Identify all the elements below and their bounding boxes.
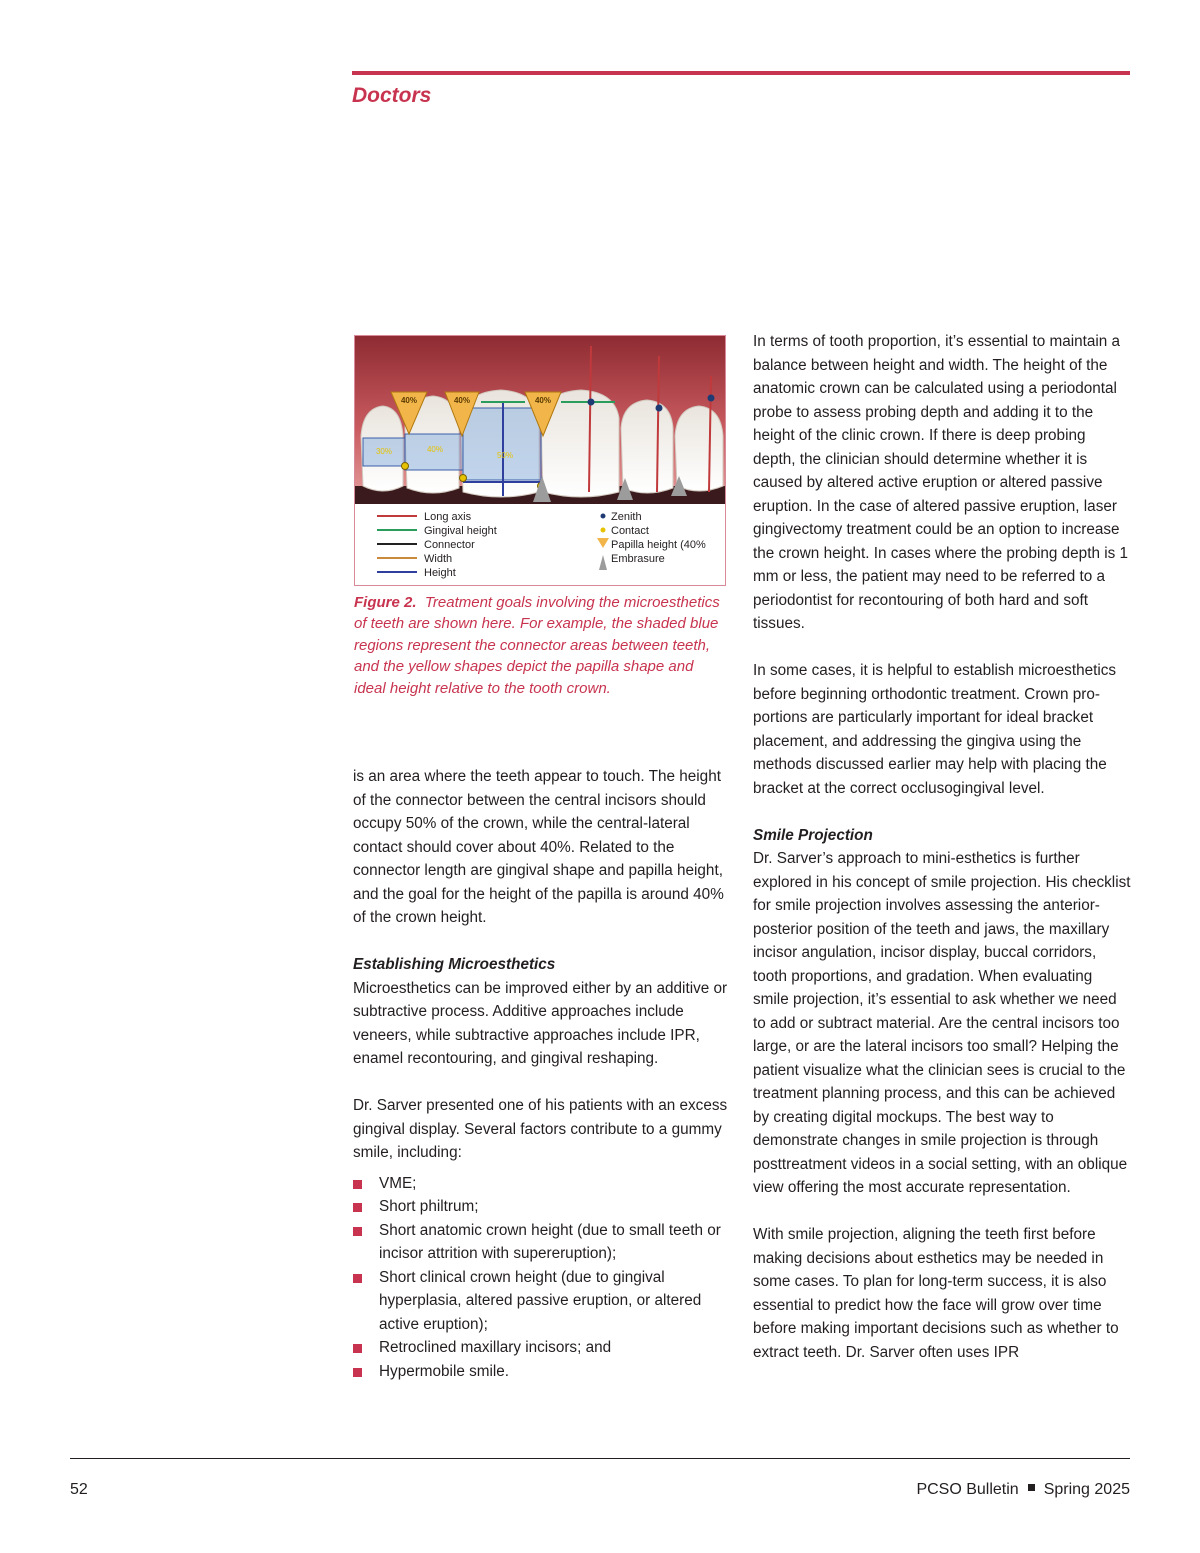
- legend-height: Height: [424, 567, 456, 579]
- pct-label-connector-3: 50%: [496, 451, 514, 460]
- paragraph: In some cases, it is helpful to establish microesthetics before beginning orthodontic treatment. Crown proportions are particularly important for ideal bracket placement, and addressing the gingiva using the methods discussed earlier may help with placing the bracket at the correct occlusogingival level.: [753, 662, 1117, 797]
- list-item: Short philtrum;: [353, 1195, 729, 1219]
- bullet-square-icon: [353, 1274, 362, 1283]
- caption-label: Figure 2.: [354, 594, 417, 611]
- bullet-square-icon: [353, 1227, 362, 1236]
- pct-label-papilla-2: 40%: [453, 396, 471, 405]
- list-item: Short clinical crown height (due to gingival hyperplasia, altered passive eruption, or altered active eruption);: [353, 1266, 729, 1337]
- paragraph: In terms of tooth proportion, it’s essential to maintain a balance between height and width. The height of the anatomic crown can be calculated using a periodontal probe to assess probing depth and adding it to the height of the clinic crown. If there is deep probing depth, the clinician should determine whether it is caused by altered active eruption or altered passive eruption. In the case of altered passive eruption, laser gingivectomy treatment could be an option to increase the crown height. In cases where the probing depth is 1 mm or less, the patient may need to be referred to a periodontist for recontouring of both hard and soft tissues.: [753, 333, 1129, 632]
- right-column: [753, 330, 1131, 1364]
- legend-zenith: Zenith: [611, 511, 642, 523]
- dental-microesthetics-diagram: [355, 336, 725, 585]
- paragraph: Dr. Sarver presented one of his patients with an excess gingival display. Several factors contribute to a gummy smile, including:: [353, 1097, 728, 1161]
- header-rule: [352, 71, 1130, 75]
- legend-connector: Connector: [424, 539, 475, 551]
- zenith-marker-icon: [601, 514, 606, 519]
- figure-caption: [354, 592, 726, 699]
- figure-legend: [355, 504, 725, 585]
- legend-long-axis: Long axis: [424, 511, 472, 523]
- bullet-square-icon: [353, 1203, 362, 1212]
- pct-label-papilla-1: 40%: [400, 396, 418, 405]
- separator-square-icon: [1028, 1484, 1035, 1491]
- caption-text: Treatment goals involving the microesthetics of teeth are shown here. For example, the shaded blue regions represent the connector areas between teeth, and the yellow shapes depict the papilla shape and ideal height relative to the tooth crown.: [354, 594, 720, 697]
- subheading-smile-projection: Smile Projection: [753, 826, 873, 844]
- list-item: Hypermobile smile.: [353, 1360, 729, 1384]
- paragraph: With smile projection, aligning the teeth first before making decisions about esthetics may be needed in some cases. To plan for long-term success, it is also essential to predict how the face will grow over time before making important decisions such as whether to extract teeth. Dr. Sarver often uses IPR: [753, 1226, 1119, 1361]
- contact-marker-icon: [601, 528, 606, 533]
- footer-publication: [916, 1481, 1130, 1499]
- legend-contact: Contact: [611, 525, 649, 537]
- list-item: Short anatomic crown height (due to small teeth or incisor attrition with supereruption);: [353, 1219, 729, 1266]
- left-column: [353, 765, 729, 1383]
- subheading-establishing-microesthetics: Establishing Microesthetics: [353, 956, 556, 973]
- footer-rule: [70, 1458, 1130, 1459]
- paragraph: is an area where the teeth appear to touch. The height of the connector between the central incisors should occupy 50% of the crown, while the central-lateral contact should cover about 40%. Related to the connector length are gingival shape and papilla height, and the goal for the height of the papilla is around 40% of the crown height.: [353, 768, 724, 926]
- pct-label-connector-1: 30%: [375, 447, 393, 456]
- figure-dental-diagram: [354, 335, 726, 586]
- legend-width: Width: [424, 553, 453, 565]
- legend-gingival-height: Gingival height: [424, 525, 497, 537]
- gummy-smile-factors-list: [353, 1172, 729, 1384]
- publication-name: PCSO Bulletin: [916, 1481, 1019, 1498]
- teeth-photo: [355, 336, 725, 504]
- paragraph: Dr. Sarver’s approach to mini-esthetics is further explored in his concept of smile projection. His checklist for smile projection involves assessing the anterior-posterior position of the teeth and jaws, the maxillary incisor angulation, incisor display, buccal corridors, tooth proportions, and gradation. When evaluating smile projection, it’s essential to ask whether we need to add or subtract material. Are the central incisors too large, or are the lateral incisors too small? Helping the patient visualize what the clinician sees is crucial to the treatment planning process, and this can be achieved by creating digital mockups. The best way to demonstrate changes in smile projection is through posttreatment videos in a social setting, with an oblique view offering the most accurate representation.: [753, 850, 1131, 1196]
- page-number: 52: [70, 1481, 88, 1498]
- pct-label-papilla-3: 40%: [534, 396, 552, 405]
- bullet-square-icon: [353, 1368, 362, 1377]
- paragraph: Microesthetics can be improved either by an additive or subtractive process. Additive approaches include veneers, while subtractive approaches include IPR, enamel recontouring, and gingival reshaping.: [353, 979, 728, 1067]
- list-item: VME;: [353, 1172, 729, 1196]
- legend-embrasure: Embrasure: [611, 553, 665, 565]
- bullet-square-icon: [353, 1180, 362, 1189]
- section-title: Doctors: [352, 84, 432, 107]
- pct-label-connector-2: 40%: [426, 445, 444, 454]
- legend-papilla-height: Papilla height (40%: [611, 539, 706, 551]
- list-item: Retroclined maxillary incisors; and: [353, 1336, 729, 1360]
- issue-date: Spring 2025: [1043, 1481, 1130, 1498]
- bullet-square-icon: [353, 1344, 362, 1353]
